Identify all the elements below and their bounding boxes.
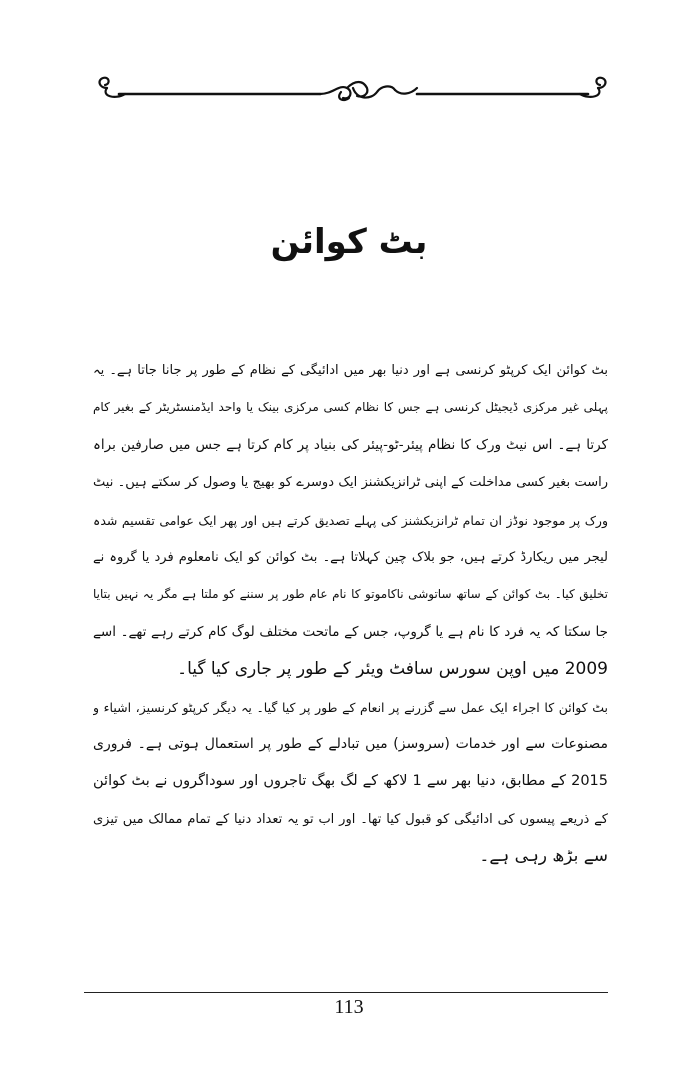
body-text	[93, 352, 608, 875]
text-line: پہلی غیر مرکزی ڈیجیٹل کرنسی ہے جس کا نظام کسی مرکزی بینک یا واحد ایڈمنسٹریٹر کے بغیر کام	[93, 400, 608, 415]
text-line: کرتا ہے۔ اس نیٹ ورک کا نظام پیئر-ٹو-پیئر کی بنیاد پر کام کرتا ہے جس میں صارفین براہ	[93, 436, 608, 453]
text-line: جا سکتا کہ یہ فرد کا نام ہے یا گروپ، جس کے ماتحت مختلف لوگ کام کرتے رہے تھے۔ اسے	[93, 623, 608, 640]
text-line: 2015 کے مطابق، دنیا بھر سے 1 لاکھ کے لگ بھگ تاجروں اور سوداگروں نے بٹ کوائن	[93, 773, 608, 790]
footer-rule	[84, 992, 608, 993]
text-line: راست بغیر کسی مداخلت کے اپنی ٹرانزیکشنز ایک دوسرے کو بھیج یا وصول کر سکتے ہیں۔ نیٹ	[93, 475, 608, 491]
text-line: تخلیق کیا۔ بٹ کوائن کے ساتھ ساتوشی ناکاموتو کا نام عام طور پر سننے کو ملتا ہے مگر یہ نہیں بتایا	[93, 587, 608, 602]
paragraph-2	[93, 689, 608, 876]
text-line: مصنوعات سے اور خدمات (سروسز) میں تبادلے کے طور پر استعمال ہوتی ہے۔ فروری	[93, 735, 608, 752]
text-line: ورک پر موجود نوڈز ان تمام ٹرانزیکشنز کی پہلے تصدیق کرتے ہیں اور پھر ایک عوامی تقسیم شدہ	[93, 512, 608, 528]
text-line: بٹ کوائن کا اجراء ایک عمل سے گزرنے پر انعام کے طور پر کیا گیا۔ یہ دیگر کرپٹو کرنسیز، اشیاء و	[93, 699, 608, 715]
text-line: لیجر میں ریکارڈ کرتے ہیں، جو بلاک چین کہلاتا ہے۔ بٹ کوائن کو ایک نامعلوم فرد یا گروہ نے	[93, 549, 608, 565]
text-line: 2009 میں اوپن سورس سافٹ ویئر کے طور پر جاری کیا گیا۔	[177, 659, 608, 680]
text-line: کے ذریعے پیسوں کی ادائیگی کو قبول کیا تھا۔ اور اب تو یہ تعداد دنیا کے تمام ممالک میں تیزی	[93, 811, 608, 827]
text-line: سے بڑھ رہی ہے۔	[479, 846, 608, 867]
text-line: بٹ کوائن ایک کرپٹو کرنسی ہے اور دنیا بھر میں ادائیگی کے نظام کے طور پر جانا جاتا ہے۔ یہ	[93, 363, 608, 378]
header-ornament	[95, 70, 610, 110]
page-number: 113	[334, 996, 364, 1018]
chapter-title: بٹ کوائن	[270, 222, 428, 262]
paragraph-1	[93, 352, 608, 689]
